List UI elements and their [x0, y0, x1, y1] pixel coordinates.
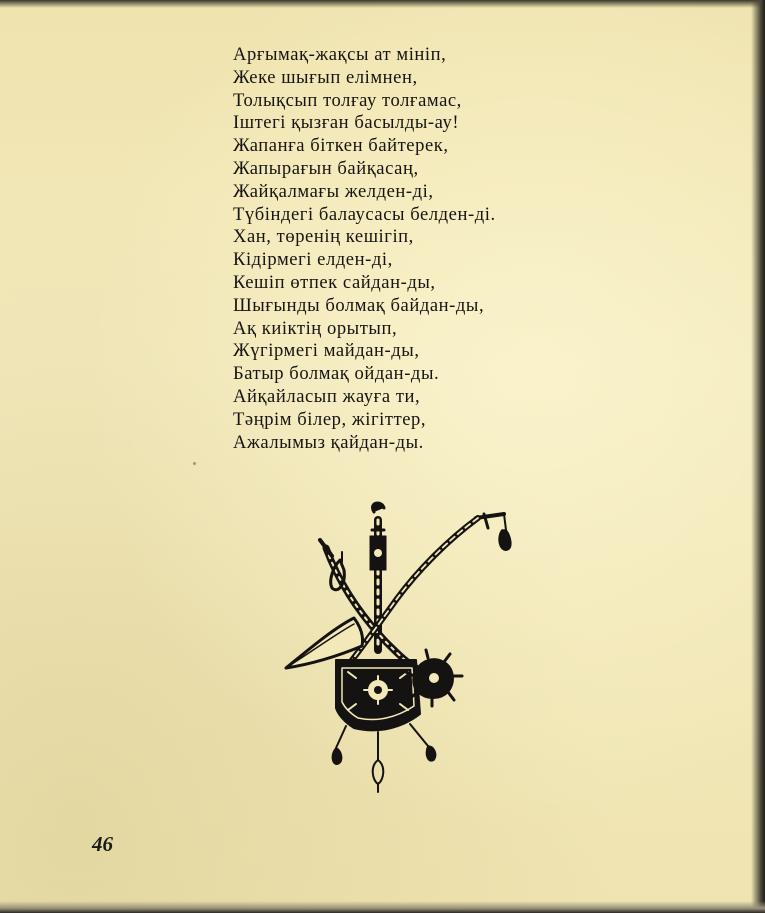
- paper-speck: [193, 462, 196, 465]
- page-top-shadow: [0, 0, 765, 8]
- poem-line: Ажалымыз қайдан-ды.: [233, 431, 424, 453]
- poem-line: Іштегі қызған басылды-ау!: [233, 112, 460, 134]
- poem-line: Жүгірмегі майдан-ды,: [233, 340, 420, 362]
- poem-line: Жеке шығып елімнен,: [233, 66, 418, 88]
- poem-line: Айқайласып жауға ти,: [233, 385, 421, 407]
- poem-line: Жапанға біткен байтерек,: [233, 135, 449, 157]
- poem-line: Тәңрім білер, жігіттер,: [233, 408, 427, 430]
- page-right-shadow: [751, 0, 765, 913]
- poem-line: Кешіп өтпек сайдан-ды,: [233, 271, 436, 293]
- poem-line: Жайқалмағы желден-ді,: [233, 180, 434, 202]
- page-bottom-shadow: [0, 901, 765, 913]
- poem-line: Ақ киіктің орытып,: [233, 317, 398, 339]
- poem-line: Арғымақ-жақсы ат мініп,: [233, 44, 447, 65]
- poem-line: Шығынды болмақ байдан-ды,: [233, 294, 485, 316]
- kazakh-warrior-weapons-ornament-icon: [278, 500, 518, 800]
- page-number: 46: [92, 832, 113, 856]
- poem-line: Хан, төренің кешігіп,: [233, 226, 414, 248]
- poem-line: Толықсып толғау толғамас,: [233, 89, 462, 111]
- poem-stanza: [233, 44, 496, 454]
- poem-line: Батыр болмақ ойдан-ды.: [233, 363, 440, 385]
- poem-line: Кідірмегі елден-ді,: [233, 249, 393, 271]
- poem-line: Жапырағын байқасаң,: [233, 157, 419, 179]
- poem-line: Түбіндегі балаусасы белден-ді.: [233, 203, 496, 225]
